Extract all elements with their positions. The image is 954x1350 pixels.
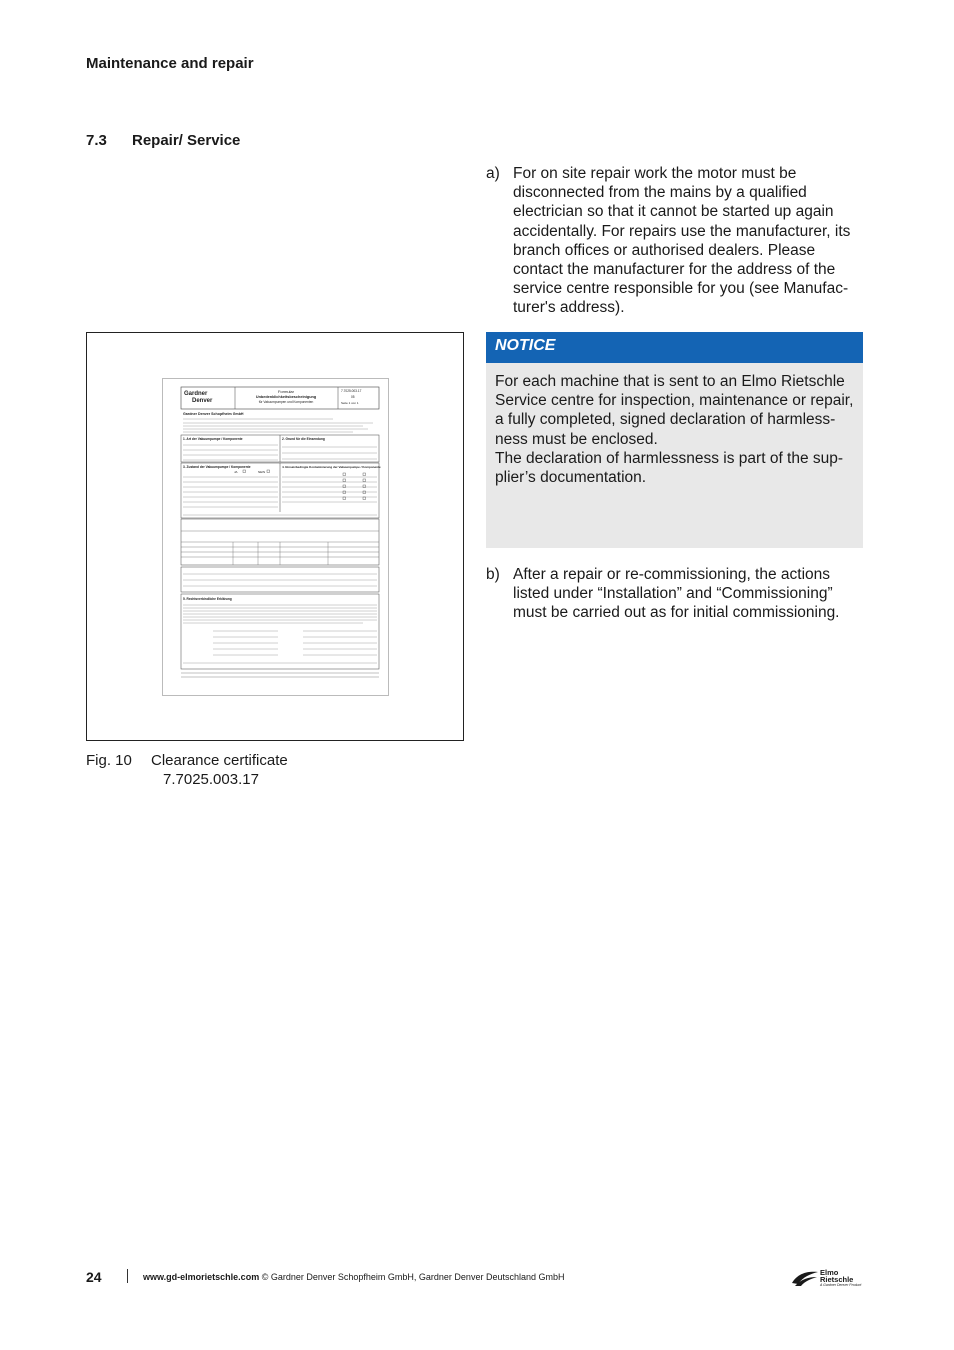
certificate-form-drawing: [163, 379, 388, 695]
form-section-3: 3. Zustand der Vakuumpumpe / Komponente: [183, 465, 251, 469]
figure-caption-line-2: 7.7025.003.17: [163, 771, 259, 788]
form-section-5: 5. Rechtsverbindliche Erklärung: [183, 597, 232, 601]
form-company: Gardner Denver Schopfheim GmbH: [183, 412, 244, 416]
page-number: 24: [86, 1269, 102, 1285]
clearance-certificate-thumbnail: [162, 378, 389, 696]
notice-title: NOTICE: [486, 332, 863, 363]
elmo-rietschle-logo: [790, 1267, 865, 1289]
figure-caption: [86, 751, 288, 789]
form-brand-1: Gardner: [184, 391, 208, 397]
footer-text: [143, 1272, 564, 1282]
form-option-no: NEIN: [258, 470, 266, 474]
logo-text-2: Rietschle: [820, 1275, 854, 1284]
paragraph-a: [486, 164, 866, 318]
form-section-2: 2. Grund für die Einsendung: [282, 437, 325, 441]
footer-website-link[interactable]: www.gd-elmorietschle.com: [143, 1272, 260, 1282]
paragraph-a-marker: a): [486, 165, 500, 182]
paragraph-a-text: For on site repair work the motor must be disconnected from the mains by a qualified electrician so that it cannot be started up again accidentally. For repairs use the manufacturer, its branch offices or authorised dealers. Please contact the manufacturer for the address of the service centre responsible for you (see Manufac-turer's address).: [513, 165, 851, 317]
figure-number: Fig. 10: [86, 752, 132, 769]
figure-caption-line-1: Clearance certificate: [151, 752, 288, 769]
notice-body: [486, 363, 863, 548]
form-doc-page: Seite 1 von 1: [341, 401, 359, 405]
footer-divider: [127, 1269, 128, 1283]
section-heading: [86, 132, 240, 149]
form-brand-2: Denver: [192, 398, 213, 404]
heading-title: Repair/ Service: [132, 132, 241, 149]
footer-copyright: © Gardner Denver Schopfheim GmbH, Gardner Denver Deutschland GmbH: [261, 1272, 565, 1282]
form-section-4: 4. Einsatzbedingte Kontaminierung der Vakuumpumpe / Komponente: [282, 465, 381, 469]
heading-number: 7.3: [86, 132, 107, 149]
notice-text-1: For each machine that is sent to an Elmo Rietschle Service centre for inspection, maintenance or repair, a fully completed, signed declaration of harmless-ness must be enclosed.: [495, 373, 854, 448]
paragraph-b-text: After a repair or re-commissioning, the actions listed under “Installation” and “Commissioning” must be carried out as for initial commissioning.: [513, 566, 840, 622]
notice-text-2: The declaration of harmlessness is part of the sup-plier’s documentation.: [495, 449, 844, 487]
section-header: Maintenance and repair: [86, 55, 254, 72]
logo-text-1: Elmo: [820, 1268, 839, 1277]
paragraph-b: [486, 565, 866, 623]
paragraph-b-marker: b): [486, 566, 500, 583]
swoosh-logo-icon: [790, 1267, 820, 1289]
form-option-yes: JA: [234, 470, 238, 474]
form-section-1: 1. Art der Vakuumpumpe / Komponente: [183, 437, 243, 441]
form-title-3: für Vakuumpumpen und Komponenten: [258, 400, 314, 404]
form-title-2: Unbedenklichkeitsbescheinigung: [255, 395, 317, 399]
logo-tagline: A Gardner Denver Product: [820, 1283, 862, 1287]
form-title-1: Formular: [277, 389, 295, 394]
form-doc-rev: 05: [351, 395, 355, 399]
form-doc-number: 7.7025.003.17: [341, 389, 362, 393]
